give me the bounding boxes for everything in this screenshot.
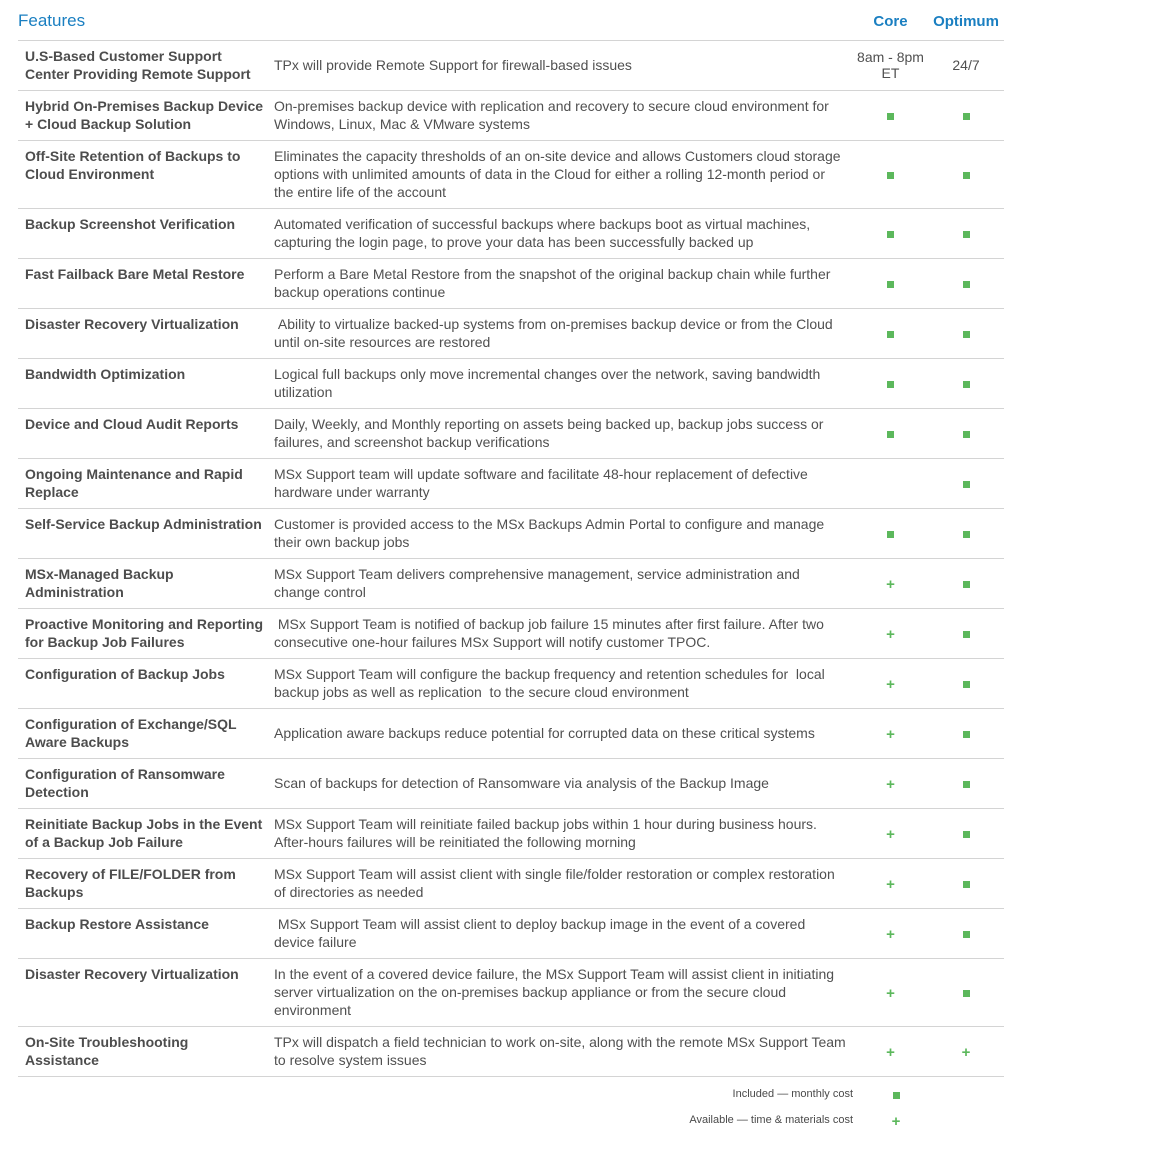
table-row	[18, 41, 1004, 91]
core-cell	[853, 41, 928, 91]
optimum-cell	[928, 459, 1004, 509]
feature-name: Reinitiate Backup Jobs in the Event of a Backup Job Failure	[18, 809, 268, 859]
available-plus-icon: +	[891, 1113, 901, 1131]
core-cell	[853, 209, 928, 259]
table-row	[18, 809, 1004, 859]
optimum-cell	[928, 259, 1004, 309]
included-square-icon	[963, 231, 970, 238]
table-row	[18, 459, 1004, 509]
feature-description: TPx will provide Remote Support for firewall-based issues	[268, 41, 853, 91]
features-table-body	[18, 41, 1004, 1077]
table-header-row	[18, 8, 1004, 41]
feature-description: Ability to virtualize backed-up systems from on-premises backup device or from the Cloud until on-site resources are restored	[268, 309, 853, 359]
table-row	[18, 859, 1004, 909]
optimum-cell	[928, 559, 1004, 609]
optimum-cell	[928, 509, 1004, 559]
table-row	[18, 509, 1004, 559]
feature-description: Perform a Bare Metal Restore from the snapshot of the original backup chain while further backup operations continue	[268, 259, 853, 309]
available-plus-icon: +	[886, 925, 895, 943]
included-square-icon	[963, 881, 970, 888]
feature-description: Automated verification of successful backups where backups boot as virtual machines, capturing the login page, to prove your data has been successfully backed up	[268, 209, 853, 259]
included-square-icon	[887, 281, 894, 288]
optimum-cell	[928, 609, 1004, 659]
optimum-support-hours: 24/7	[952, 57, 980, 73]
included-square-icon	[963, 731, 970, 738]
table-row	[18, 609, 1004, 659]
core-cell	[853, 609, 928, 659]
included-square-icon	[887, 172, 894, 179]
feature-name: Fast Failback Bare Metal Restore	[18, 259, 268, 309]
feature-name: U.S-Based Customer Support Center Providing Remote Support	[18, 41, 268, 91]
feature-name: Recovery of FILE/FOLDER from Backups	[18, 859, 268, 909]
legend-included	[18, 1084, 930, 1110]
core-heading: Core	[853, 8, 928, 41]
feature-description: MSx Support Team will reinitiate failed backup jobs within 1 hour during business hours. After-hours failures will be reinitiated the following morning	[268, 809, 853, 859]
included-square-icon	[887, 231, 894, 238]
optimum-cell	[928, 909, 1004, 959]
features-heading: Features	[18, 8, 268, 41]
included-square-icon	[963, 113, 970, 120]
available-plus-icon: +	[886, 984, 895, 1002]
feature-name: Hybrid On-Premises Backup Device + Cloud Backup Solution	[18, 91, 268, 141]
core-cell	[853, 459, 928, 509]
feature-description: MSx Support Team will configure the backup frequency and retention schedules for local backup jobs as well as replication to the secure cloud environment	[268, 659, 853, 709]
optimum-cell	[928, 359, 1004, 409]
included-square-icon	[963, 481, 970, 488]
included-square-icon	[963, 781, 970, 788]
table-row	[18, 709, 1004, 759]
feature-description: MSx Support team will update software and facilitate 48-hour replacement of defective hardware under warranty	[268, 459, 853, 509]
included-square-icon	[887, 381, 894, 388]
included-square-icon	[887, 431, 894, 438]
feature-name: Ongoing Maintenance and Rapid Replace	[18, 459, 268, 509]
core-cell	[853, 1027, 928, 1077]
legend-available-label: Available — time & materials cost	[689, 1114, 853, 1126]
feature-name: Disaster Recovery Virtualization	[18, 309, 268, 359]
optimum-heading: Optimum	[928, 8, 1004, 41]
optimum-cell	[928, 759, 1004, 809]
optimum-cell	[928, 209, 1004, 259]
feature-name: Configuration of Backup Jobs	[18, 659, 268, 709]
optimum-cell	[928, 41, 1004, 91]
feature-description: MSx Support Team is notified of backup job failure 15 minutes after first failure. After two consecutive one-hour failures MSx Support will notify customer TPOC.	[268, 609, 853, 659]
optimum-cell	[928, 709, 1004, 759]
included-square-icon	[887, 113, 894, 120]
features-table	[18, 8, 1004, 1077]
table-row	[18, 659, 1004, 709]
core-cell	[853, 509, 928, 559]
feature-description: On-premises backup device with replication and recovery to secure cloud environment for Windows, Linux, Mac & VMware systems	[268, 91, 853, 141]
available-plus-icon: +	[886, 625, 895, 643]
included-square-icon	[963, 431, 970, 438]
table-row	[18, 1027, 1004, 1077]
feature-name: Backup Screenshot Verification	[18, 209, 268, 259]
optimum-cell	[928, 959, 1004, 1027]
core-support-hours: 8am - 8pm ET	[857, 48, 924, 81]
core-cell	[853, 859, 928, 909]
available-plus-icon: +	[886, 775, 895, 793]
feature-description: MSx Support Team will assist client with single file/folder restoration or complex restoration of directories as needed	[268, 859, 853, 909]
description-heading	[268, 8, 853, 41]
included-square-icon	[963, 381, 970, 388]
core-cell	[853, 909, 928, 959]
core-cell	[853, 259, 928, 309]
available-plus-icon: +	[886, 575, 895, 593]
feature-description: Application aware backups reduce potential for corrupted data on these critical systems	[268, 709, 853, 759]
feature-name: Configuration of Exchange/SQL Aware Backups	[18, 709, 268, 759]
legend-included-label: Included — monthly cost	[732, 1088, 853, 1100]
table-row	[18, 209, 1004, 259]
table-row	[18, 559, 1004, 609]
table-row	[18, 759, 1004, 809]
optimum-cell	[928, 91, 1004, 141]
included-square-icon	[963, 990, 970, 997]
table-row	[18, 309, 1004, 359]
core-cell	[853, 91, 928, 141]
core-cell	[853, 359, 928, 409]
feature-name: Off-Site Retention of Backups to Cloud Environment	[18, 141, 268, 209]
legend-available	[18, 1110, 930, 1136]
feature-name: Bandwidth Optimization	[18, 359, 268, 409]
core-cell	[853, 709, 928, 759]
table-row	[18, 409, 1004, 459]
included-square-icon	[963, 281, 970, 288]
core-cell	[853, 959, 928, 1027]
included-square-icon	[963, 631, 970, 638]
table-row	[18, 91, 1004, 141]
included-square-icon	[963, 681, 970, 688]
core-cell	[853, 759, 928, 809]
optimum-cell	[928, 659, 1004, 709]
feature-name: Self-Service Backup Administration	[18, 509, 268, 559]
feature-name: Proactive Monitoring and Reporting for Backup Job Failures	[18, 609, 268, 659]
feature-description: MSx Support Team will assist client to deploy backup image in the event of a covered device failure	[268, 909, 853, 959]
feature-name: On-Site Troubleshooting Assistance	[18, 1027, 268, 1077]
feature-description: Daily, Weekly, and Monthly reporting on assets being backed up, backup jobs success or failures, and screenshot backup verifications	[268, 409, 853, 459]
feature-description: Scan of backups for detection of Ransomware via analysis of the Backup Image	[268, 759, 853, 809]
core-cell	[853, 559, 928, 609]
included-square-icon	[963, 581, 970, 588]
core-cell	[853, 659, 928, 709]
optimum-cell	[928, 141, 1004, 209]
included-square-icon	[963, 931, 970, 938]
optimum-cell	[928, 809, 1004, 859]
table-row	[18, 909, 1004, 959]
included-square-icon	[963, 531, 970, 538]
included-square-icon	[963, 831, 970, 838]
feature-description: Customer is provided access to the MSx Backups Admin Portal to configure and manage their own backup jobs	[268, 509, 853, 559]
feature-name: Configuration of Ransomware Detection	[18, 759, 268, 809]
included-square-icon	[963, 172, 970, 179]
core-cell	[853, 809, 928, 859]
available-plus-icon: +	[886, 675, 895, 693]
feature-name: MSx-Managed Backup Administration	[18, 559, 268, 609]
included-square-icon	[887, 531, 894, 538]
included-square-icon	[963, 331, 970, 338]
table-row	[18, 141, 1004, 209]
legend	[18, 1084, 930, 1136]
available-plus-icon: +	[886, 1043, 895, 1061]
core-cell	[853, 409, 928, 459]
optimum-cell	[928, 309, 1004, 359]
available-plus-icon: +	[886, 725, 895, 743]
optimum-cell	[928, 409, 1004, 459]
feature-description: MSx Support Team delivers comprehensive management, service administration and change control	[268, 559, 853, 609]
feature-description: TPx will dispatch a field technician to work on-site, along with the remote MSx Support Team to resolve system issues	[268, 1027, 853, 1077]
feature-description: In the event of a covered device failure, the MSx Support Team will assist client in initiating server virtualization on the on-premises backup appliance or from the secure cloud environment	[268, 959, 853, 1027]
feature-description: Eliminates the capacity thresholds of an on-site device and allows Customers cloud storage options with unlimited amounts of data in the Cloud for either a rolling 12-month period or the entire life of the account	[268, 141, 853, 209]
feature-name: Device and Cloud Audit Reports	[18, 409, 268, 459]
optimum-cell	[928, 1027, 1004, 1077]
feature-name: Disaster Recovery Virtualization	[18, 959, 268, 1027]
included-square-icon	[886, 1087, 906, 1105]
core-cell	[853, 141, 928, 209]
available-plus-icon: +	[886, 875, 895, 893]
available-plus-icon: +	[961, 1043, 971, 1061]
feature-name: Backup Restore Assistance	[18, 909, 268, 959]
included-square-icon	[887, 331, 894, 338]
core-cell	[853, 309, 928, 359]
table-row	[18, 959, 1004, 1027]
optimum-cell	[928, 859, 1004, 909]
table-row	[18, 259, 1004, 309]
available-plus-icon: +	[886, 825, 895, 843]
table-row	[18, 359, 1004, 409]
feature-description: Logical full backups only move incremental changes over the network, saving bandwidth utilization	[268, 359, 853, 409]
